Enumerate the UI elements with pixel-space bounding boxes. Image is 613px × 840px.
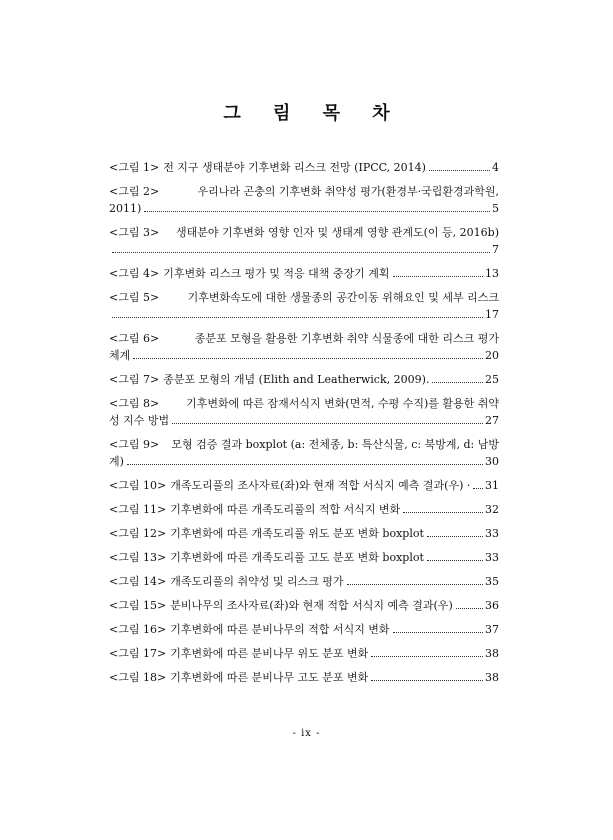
- page-number: 4: [492, 161, 499, 174]
- page-number: 7: [492, 243, 499, 256]
- page-number: 37: [485, 623, 499, 636]
- toc-entry-line: [109, 265, 499, 282]
- toc-entry-line: [109, 501, 499, 518]
- dot-leader: [112, 251, 490, 253]
- page-number: 27: [485, 414, 499, 427]
- page-number: 13: [485, 267, 499, 280]
- dot-leader: [393, 275, 483, 277]
- toc-entry[interactable]: [109, 265, 499, 282]
- figure-label: <그림 3>: [109, 226, 160, 239]
- toc-entry[interactable]: [109, 183, 499, 217]
- figure-caption: 모형 검증 결과 boxplot (a: 전체종, b: 특산식물, c: 북방계, d: 남방: [171, 438, 499, 451]
- figure-caption: 기후변화에 따른 분비나무 고도 분포 변화: [170, 671, 369, 684]
- figure-label: <그림 14>: [109, 575, 167, 588]
- page-number: 35: [485, 575, 499, 588]
- toc-entry-line: [109, 477, 499, 494]
- figure-label: <그림 9>: [109, 438, 160, 451]
- page-number: 38: [485, 671, 499, 684]
- page-number: 25: [485, 373, 499, 386]
- toc-entry-line: [109, 371, 499, 388]
- dot-leader: [429, 169, 490, 171]
- toc-entry[interactable]: [109, 224, 499, 258]
- figure-label: <그림 17>: [109, 647, 167, 660]
- figure-caption: 종분포 모형의 개념 (Elith and Leatherwick, 2009).: [163, 373, 430, 386]
- figure-caption: 기후변화속도에 대한 생물종의 공간이동 위해요인 및 세부 리스크: [187, 291, 499, 304]
- toc-entry-line: [109, 621, 499, 638]
- figure-caption: 기후변화에 따른 개족도리풀 고도 분포 변화 boxplot: [170, 551, 424, 564]
- dot-leader: [371, 679, 483, 681]
- figure-caption: 우리나라 곤충의 기후변화 취약성 평가(환경부·국립환경과학원,: [197, 185, 499, 198]
- page-number: 33: [485, 527, 499, 540]
- toc-entry-line: [109, 645, 499, 662]
- page-number: 36: [485, 599, 499, 612]
- figure-label: <그림 6>: [109, 332, 160, 345]
- toc-entry-line: [109, 525, 499, 542]
- figure-label: <그림 2>: [109, 185, 160, 198]
- toc-entry-line: [109, 597, 499, 614]
- toc-entry[interactable]: [109, 669, 499, 686]
- toc-entry[interactable]: [109, 645, 499, 662]
- toc-entry[interactable]: [109, 597, 499, 614]
- dot-leader: [473, 487, 483, 489]
- dot-leader: [371, 655, 483, 657]
- toc-entry[interactable]: [109, 621, 499, 638]
- toc-entry[interactable]: [109, 159, 499, 176]
- dot-leader: [133, 357, 483, 359]
- dot-leader: [403, 511, 483, 513]
- toc-entry-line: [109, 289, 499, 306]
- figure-caption: 체계: [109, 349, 131, 362]
- page-number: 20: [485, 349, 499, 362]
- toc-entry-line: [109, 412, 499, 429]
- figure-label: <그림 12>: [109, 527, 167, 540]
- dot-leader: [144, 210, 490, 212]
- toc-entry-line: [109, 200, 499, 217]
- figure-caption: 2011): [109, 202, 142, 215]
- dot-leader: [427, 559, 483, 561]
- figure-label: <그림 1>: [109, 161, 160, 174]
- toc-entry-line: [109, 436, 499, 453]
- figure-label: <그림 18>: [109, 671, 167, 684]
- toc-entry[interactable]: [109, 573, 499, 590]
- figure-label: <그림 13>: [109, 551, 167, 564]
- figure-caption: 생태분야 기후변화 영향 인자 및 생태계 영향 관계도(이 등, 2016b): [176, 226, 499, 239]
- toc-entry-line: [109, 306, 499, 323]
- figure-caption: 전 지구 생태분야 기후변화 리스크 전망 (IPCC, 2014): [163, 161, 426, 174]
- toc-entry[interactable]: [109, 477, 499, 494]
- toc-entry[interactable]: [109, 549, 499, 566]
- toc-entry-line: [109, 573, 499, 590]
- dot-leader: [347, 583, 483, 585]
- dot-leader: [456, 607, 483, 609]
- figure-label: <그림 5>: [109, 291, 160, 304]
- figure-caption: 계): [109, 455, 124, 468]
- toc-entry[interactable]: [109, 395, 499, 429]
- toc-entry-line: [109, 241, 499, 258]
- page-number: 33: [485, 551, 499, 564]
- page-title: 그 림 목 차: [223, 103, 403, 124]
- toc-entry-line: [109, 347, 499, 364]
- toc-entry[interactable]: [109, 501, 499, 518]
- dot-leader: [127, 463, 483, 465]
- figure-caption: 기후변화 리스크 평가 및 적응 대책 중장기 계획: [163, 267, 390, 280]
- figure-label: <그림 16>: [109, 623, 167, 636]
- page-number: 31: [485, 479, 499, 492]
- toc-entry[interactable]: [109, 436, 499, 470]
- toc-entry-line: [109, 330, 499, 347]
- dot-leader: [427, 535, 483, 537]
- figure-label: <그림 11>: [109, 503, 167, 516]
- dot-leader: [393, 631, 483, 633]
- figure-label: <그림 10>: [109, 479, 167, 492]
- figure-caption: 기후변화에 따른 개족도리풀 위도 분포 변화 boxplot: [170, 527, 424, 540]
- page-number: 5: [492, 202, 499, 215]
- figure-caption: 기후변화에 따른 개족도리풀의 적합 서식지 변화: [170, 503, 401, 516]
- figure-label: <그림 4>: [109, 267, 160, 280]
- figure-label: <그림 7>: [109, 373, 160, 386]
- figure-caption: 분비나무의 조사자료(좌)와 현재 적합 서식지 예측 결과(우): [170, 599, 453, 612]
- figure-caption: 기후변화에 따른 잠재서식지 변화(면적, 수평 수직)를 활용한 취약: [186, 397, 499, 410]
- figure-label: <그림 8>: [109, 397, 160, 410]
- toc-entry-line: [109, 224, 499, 241]
- dot-leader: [432, 381, 483, 383]
- toc-entry-line: [109, 159, 499, 176]
- dot-leader: [112, 316, 483, 318]
- toc-entry-line: [109, 395, 499, 412]
- figure-caption: 기후변화에 따른 분비나무의 적합 서식지 변화: [170, 623, 390, 636]
- figure-label: <그림 15>: [109, 599, 167, 612]
- toc-entry[interactable]: [109, 330, 499, 364]
- toc-entry[interactable]: [109, 289, 499, 323]
- page-number: 30: [485, 455, 499, 468]
- page-number: 17: [485, 308, 499, 321]
- toc-entry-line: [109, 549, 499, 566]
- page-number: 32: [485, 503, 499, 516]
- toc-entry[interactable]: [109, 371, 499, 388]
- toc-entry-line: [109, 669, 499, 686]
- toc-entry[interactable]: [109, 525, 499, 542]
- figure-caption: 기후변화에 따른 분비나무 위도 분포 변화: [170, 647, 369, 660]
- page-number: 38: [485, 647, 499, 660]
- figure-caption: 개족도리풀의 취약성 및 리스크 평가: [170, 575, 344, 588]
- figure-caption: 성 지수 방법: [109, 414, 170, 427]
- figure-list: [109, 159, 499, 693]
- page-number-footer: - ix -: [292, 728, 321, 739]
- toc-entry-line: [109, 183, 499, 200]
- figure-caption: 종분포 모형을 활용한 기후변화 취약 식물종에 대한 리스크 평가: [194, 332, 499, 345]
- figure-caption: 개족도리풀의 조사자료(좌)와 현재 적합 서식지 예측 결과(우) ·: [170, 479, 471, 492]
- toc-entry-line: [109, 453, 499, 470]
- dot-leader: [172, 422, 483, 424]
